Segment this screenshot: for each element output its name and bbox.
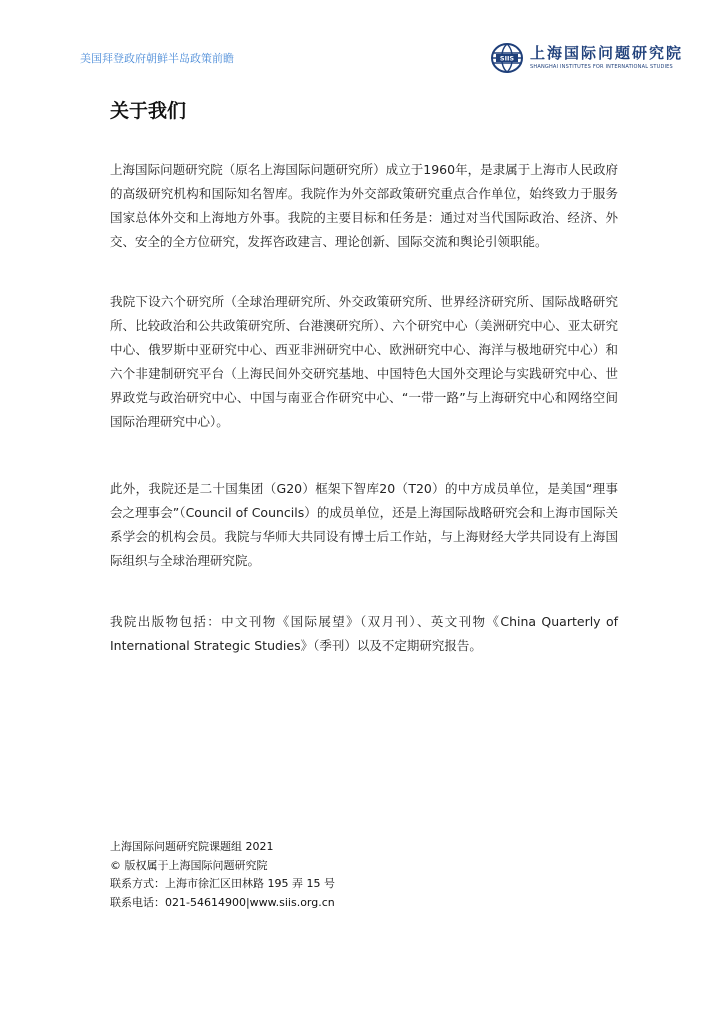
logo-english-name: SHANGHAI INSTITUTES FOR INTERNATIONAL STUDIES [530, 64, 673, 70]
running-header-title: 美国拜登政府朝鲜半岛政策前瞻 [80, 52, 234, 65]
siis-logo [490, 42, 684, 74]
footer-contact: 联系电话：021-54614900|www.siis.org.cn [110, 895, 335, 909]
globe-icon [490, 42, 524, 74]
paragraph-publications: 我院出版物包括：中文刊物《国际展望》（双月刊）、英文刊物《China Quarterly of International Strategic Studies》（季刊）以及不定期研究报告。 [110, 614, 618, 653]
footer-block [110, 838, 335, 912]
footer-address: 联系方式：上海市徐汇区田林路 195 弄 15 号 [110, 877, 335, 890]
logo-chinese-name: 上海国际问题研究院 [530, 44, 684, 62]
footer-authors: 上海国际问题研究院课题组 2021 [110, 840, 274, 853]
paragraph-memberships: 此外，我院还是二十国集团（G20）框架下智库20（T20）的中方成员单位，是美国“理事会之理事会”（Council of Councils）的成员单位，还是上海国际战略研究会和上海市国际关系学会的机构会员。我院与华师大共同设有博士后工作站，与上海财经大学共同设有上海国际组织与全球治理研究院。 [110, 481, 618, 568]
paragraph-intro: 上海国际问题研究院（原名上海国际问题研究所）成立于1960年，是隶属于上海市人民政府的高级研究机构和国际知名智库。我院作为外交部政策研究重点合作单位，始终致力于服务国家总体外交和上海地方外事。我院的主要目标和任务是：通过对当代国际政治、经济、外交、安全的全方位研究，发挥咨政建言、理论创新、国际交流和舆论引领职能。 [110, 162, 618, 249]
footer-copyright: © 版权属于上海国际问题研究院 [110, 858, 268, 872]
paragraph-structure: 我院下设六个研究所（全球治理研究所、外交政策研究所、世界经济研究所、国际战略研究所、比较政治和公共政策研究所、台港澳研究所）、六个研究中心（美洲研究中心、亚太研究中心、俄罗斯中亚研究中心、西亚非洲研究中心、欧洲研究中心、海洋与极地研究中心）和六个非建制研究平台（上海民间外交研究基地、中国特色大国外交理论与实践研究中心、世界政党与政治研究中心、中国与南亚合作研究中心、“一带一路”与上海研究中心和网络空间国际治理研究中心）。 [110, 294, 618, 429]
section-title: 关于我们 [110, 100, 187, 122]
logo-badge-text: SIIS [499, 54, 515, 63]
